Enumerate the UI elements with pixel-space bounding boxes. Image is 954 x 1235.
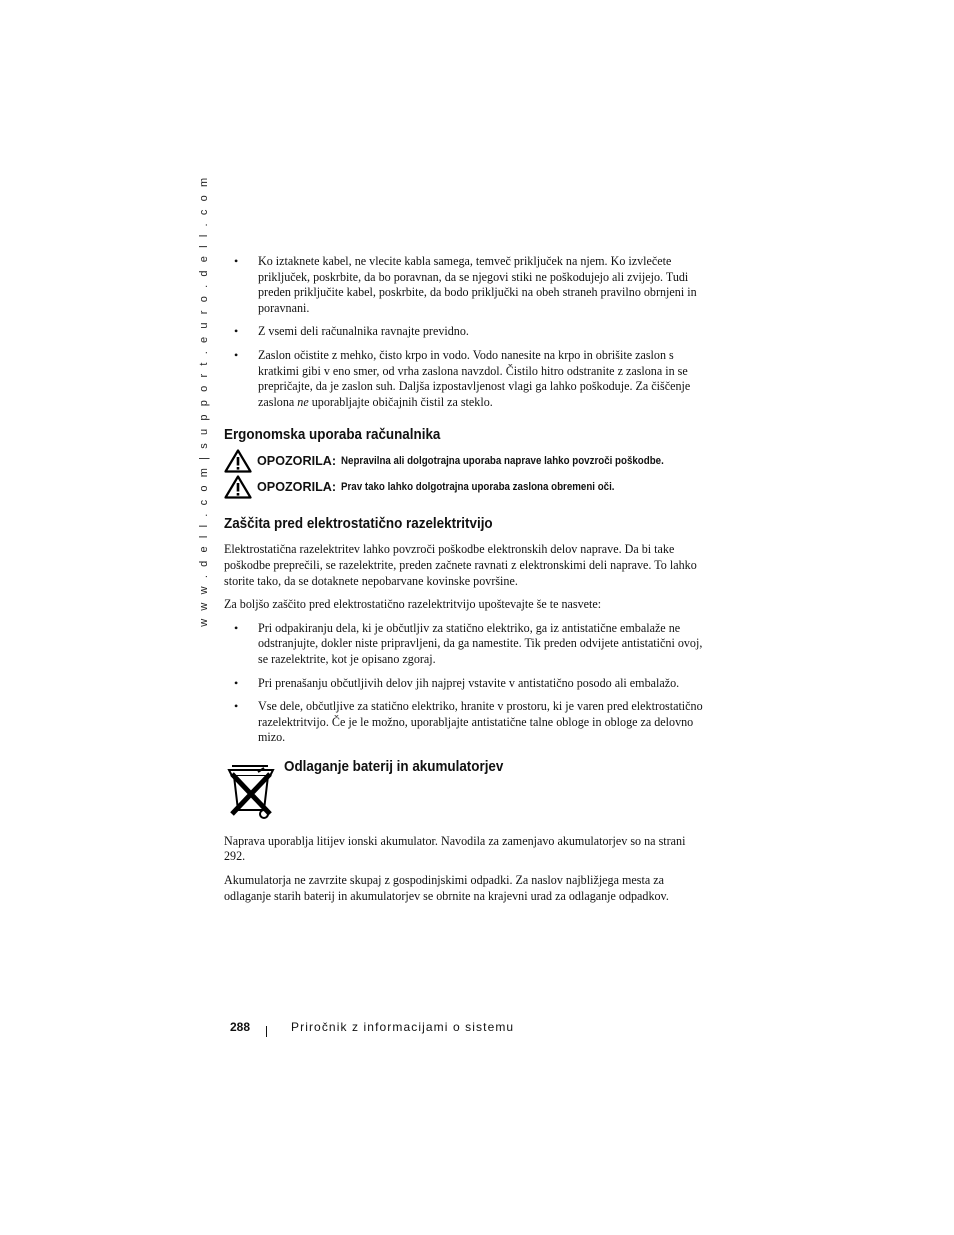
battery-heading: Odlaganje baterij in akumulatorjev bbox=[284, 758, 504, 775]
esd-heading: Zaščita pred elektrostatično razelektritvijo bbox=[224, 516, 493, 533]
ergonomics-heading: Ergonomska uporaba računalnika bbox=[224, 427, 441, 444]
warning-text: Prav tako lahko dolgotrajna uporaba zaslona obremeni oči. bbox=[341, 481, 615, 494]
esd-tips-list bbox=[224, 621, 706, 746]
warning-label: OPOZORILA: bbox=[257, 480, 337, 495]
page-content bbox=[224, 254, 706, 912]
list-item: • Pri prenašanju občutljivih delov jih najprej vstavite v antistatično posodo ali embalažo. bbox=[234, 675, 680, 690]
battery-heading-row bbox=[224, 760, 706, 822]
battery-disposal-paragraph: Akumulatorja ne zavrzite skupaj z gospodinjskimi odpadki. Za naslov najbližjega mesta za odlaganje starih baterij in akumulatorjev se obrnite na krajevni urad za odlaganje odpadkov. bbox=[224, 873, 669, 903]
bullet-icon: • bbox=[234, 620, 239, 635]
esd-tips-intro: Za boljšo zaščito pred elektrostatično razelektritvijo upoštevajte še te nasvete: bbox=[224, 597, 602, 612]
bullet-icon: • bbox=[234, 699, 239, 714]
bullet-icon: • bbox=[234, 254, 239, 268]
list-item: • Pri odpakiranju dela, ki je občutljiv za statično elektriko, ga iz antistatične embalaže ne odstranjujte, dokler niste pripravljeni, da ga namestite. Tik preden odvijete antistatični ovoj, se razelektrite, kot je opisano zgoraj. bbox=[234, 620, 703, 666]
battery-paragraph: Naprava uporablja litijev ionski akumulator. Navodila za zamenjavo akumulatorjev so na strani 292. bbox=[224, 833, 686, 864]
list-item: • Ko iztaknete kabel, ne vlecite kabla samega, temveč priključek na njem. Ko izvlečete priključek, poskrbite, da bo poravnan, da se njegovi stiki ne poškodujejo ali zvijejo. Tudi preden priključite kabel, poskrbite, da bodo priključki na obeh straneh pravilno obrnjeni in poravnani. bbox=[234, 254, 697, 315]
crossed-out-bin-icon bbox=[224, 760, 278, 822]
list-item: • Vse dele, občutljive za statično elektriko, hranite v prostoru, ki je varen pred elektrostatično razelektritvijo. Če je le možno, uporabljajte antistatične talne obloge in obloge za delovno mizo. bbox=[234, 699, 703, 745]
warning-triangle-icon bbox=[224, 449, 252, 473]
bullet-icon: • bbox=[234, 324, 239, 339]
warning-label: OPOZORILA: bbox=[257, 454, 337, 469]
footer-divider bbox=[266, 1026, 267, 1037]
handling-list bbox=[224, 254, 706, 410]
warning-text: Nepravilna ali dolgotrajna uporaba naprave lahko povzroči poškodbe. bbox=[341, 455, 664, 468]
list-item: • Zaslon očistite z mehko, čisto krpo in vodo. Vodo nanesite na krpo in obrišite zaslon s kratkimi gibi v eno smer, od vrha zaslona navzdol. Čistilo hitro odstranite z zaslona in se prepričajte, da je zaslon suh. Daljša izpostavljenost vlagi ga lahko poškoduje. Za čiščenje zaslona ne uporabljajte običajnih čistil za steklo. bbox=[234, 347, 691, 409]
page-footer bbox=[230, 1020, 514, 1034]
page-number: 288 bbox=[230, 1020, 251, 1034]
warning-block bbox=[224, 449, 706, 473]
warning-triangle-icon bbox=[224, 475, 252, 499]
sidebar-url bbox=[196, 175, 212, 627]
bullet-icon: • bbox=[234, 347, 239, 362]
sidebar-url-text: w w w . d e l l . c o m | s u p p o r t . e u r o . d e l l . c o m bbox=[198, 175, 211, 627]
warning-block bbox=[224, 475, 706, 499]
bullet-icon: • bbox=[234, 675, 239, 690]
list-item: • Z vsemi deli računalnika ravnajte previdno. bbox=[234, 324, 469, 339]
esd-paragraph: Elektrostatična razelektritev lahko povzroči poškodbe elektronskih delov naprave. Da bi take poškodbe preprečili, se razelektrite, preden začnete ravnati z elektronskimi deli naprave. To lahko storite tako, da se dotaknete nepobarvane kovinske površine. bbox=[224, 542, 697, 588]
footer-title: Priročnik z informacijami o sistemu bbox=[291, 1020, 515, 1034]
